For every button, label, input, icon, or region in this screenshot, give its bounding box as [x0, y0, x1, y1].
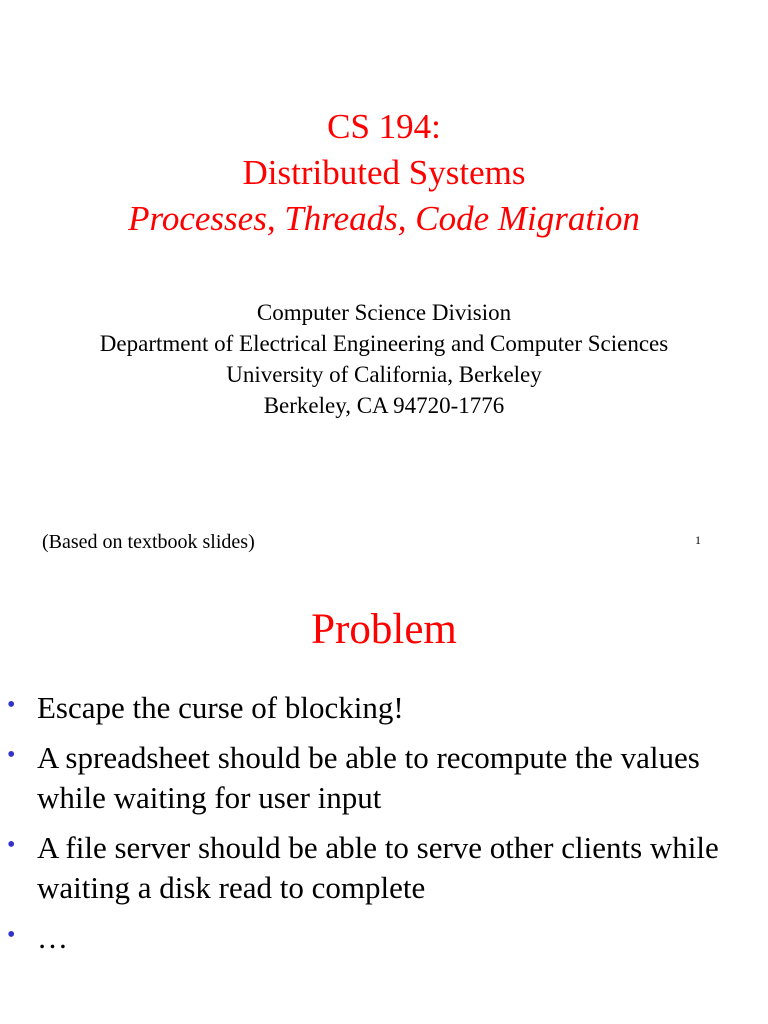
problem-slide — [0, 574, 768, 1024]
bullet-text: A file server should be able to serve other clients while waiting a disk read to complete — [37, 830, 719, 905]
slide-title: Problem — [311, 606, 457, 653]
course-name: Distributed Systems — [242, 153, 526, 192]
affiliation-department: Department of Electrical Engineering and Computer Sciences — [99, 331, 669, 356]
course-title: CS 194: — [327, 107, 441, 146]
bullet-text: … — [37, 920, 68, 955]
bullet-icon: • — [7, 832, 16, 858]
page-number: 1 — [695, 533, 701, 547]
affiliation-division: Computer Science Division — [256, 300, 512, 325]
source-note: (Based on textbook slides) — [42, 531, 255, 553]
lecture-subtitle: Processes, Threads, Code Migration — [128, 199, 640, 238]
affiliation-university: University of California, Berkeley — [226, 362, 542, 387]
bullet-icon: • — [7, 742, 16, 768]
bullet-icon: • — [7, 692, 16, 718]
affiliation-address: Berkeley, CA 94720-1776 — [263, 393, 505, 418]
bullet-text: Escape the curse of blocking! — [37, 690, 404, 725]
bullet-text: A spreadsheet should be able to recompute the values while waiting for user input — [37, 740, 700, 815]
bullet-icon: • — [7, 922, 16, 948]
